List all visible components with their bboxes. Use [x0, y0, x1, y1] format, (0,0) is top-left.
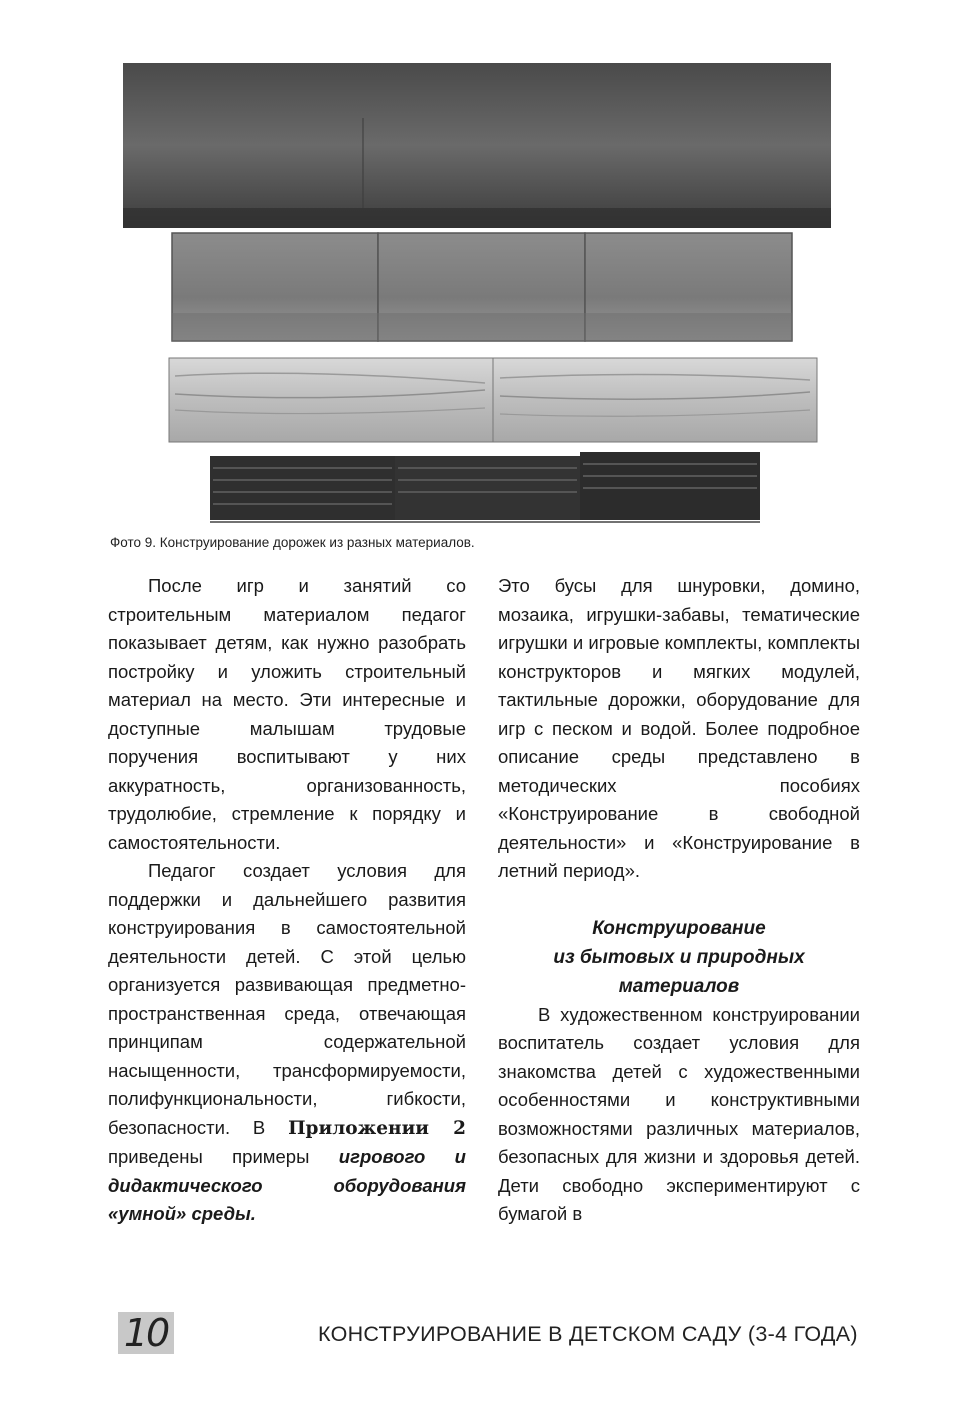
rubber-track — [210, 452, 760, 522]
paragraph: В художественном конструировании воспитатель создает условия для знакомства детей с художественными особенностями и конструктивными возможностями различных материалов, безопасных для жизни и здоровья детей. Дети свободно экспериментируют с бумагой в — [498, 1003, 860, 1224]
paragraph: После игр и занятий со строительным материалом педагог показывает детям, как нужно разобрать постройку и уложить строительный материал на место. Эти интересные и доступные малышам трудовые поручения воспитывают у них аккуратность, организованность, трудолюбие, стремление к порядку и самостоятельности. — [108, 575, 466, 853]
tracks-photo — [105, 58, 865, 528]
paragraph: Это бусы для шнуровки, домино, мозаика, игрушки-забавы, тематические игрушки и игровые комплекты, комплекты конструкторов и мягких модулей, тактильные дорожки, оборудование для игр с песком и водой. Более подробное описание среды представлено в методических пособиях «Конструирование в свободной деятельности» и «Конструирование в летний период». — [498, 575, 860, 881]
running-footer-title: КОНСТРУИРОВАНИЕ В ДЕТСКОМ САДУ (3-4 ГОДА) — [318, 1322, 858, 1346]
appendix-reference: Приложении 2 — [288, 1117, 466, 1139]
left-column — [108, 572, 466, 1229]
paragraph-text: приведены примеры — [108, 1146, 339, 1167]
sponge-track — [123, 63, 831, 228]
heading-line: материалов — [618, 975, 740, 997]
paragraph-text: Педагог создает условия для поддержки и дальнейшего развития конструирования в самостоятельной деятельности детей. С этой целью организуется развивающая предметно-пространственная среда, отвечающая принципам содержательной насыщенности, трансформируемости, полифункциональности, гибкости, безопасности. В — [108, 860, 466, 1138]
paragraph — [108, 857, 466, 1229]
plastic-track — [172, 233, 792, 341]
section-heading — [498, 914, 860, 1001]
right-column — [498, 572, 860, 1229]
wooden-track — [169, 358, 817, 442]
page-number: 10 — [118, 1312, 174, 1354]
heading-line: Конструирование — [592, 917, 766, 939]
emphasis-text: игрового и дидактического оборудования «умной» среды. — [108, 1146, 466, 1224]
heading-line: из бытовых и природных — [553, 946, 805, 968]
photo-caption: Фото 9. Конструирование дорожек из разных материалов. — [110, 535, 475, 550]
